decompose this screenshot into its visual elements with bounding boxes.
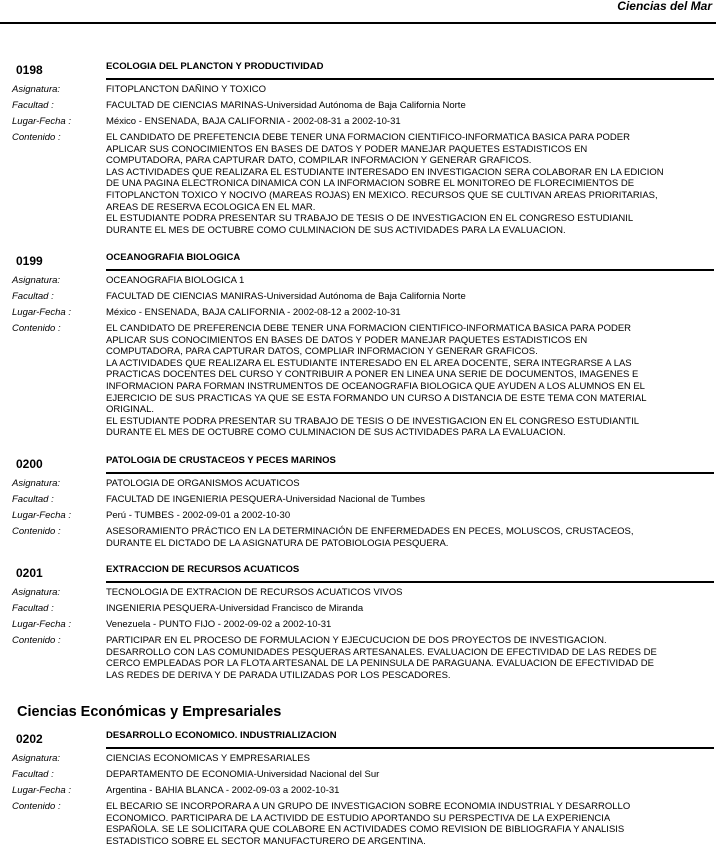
facultad-label: Facultad : [12,100,54,111]
entry-code: 0200 [16,457,43,471]
asignatura-value: OCEANOGRAFIA BIOLOGICA 1 [106,275,245,286]
entry-title: OCEANOGRAFIA BIOLOGICA [106,252,714,271]
asignatura-label: Asignatura: [12,275,61,286]
facultad-label: Facultad : [12,769,54,780]
contenido-label: Contenido : [12,635,61,646]
contenido-value: PARTICIPAR EN EL PROCESO DE FORMULACION Y EJECUCUCION DE DOS PROYECTOS DE INVESTIGACION. DESARROLLO CON LAS COMUNIDADES PESQUERAS ARTESANALES. EVALUACION DE EFECTIVIDAD DE LAS REDES DE CERCO EMPLEADAS POR LA FLOTA ARTESANAL DE LA PENINSULA DE PARAGUANA. EVALUACION DE EFECTIVIDAD DE LAS REDES DE DERIVA Y DE PARADA UTILIZADAS POR LOS PESCADORES. [106,635,657,681]
lugar-fecha-label: Lugar-Fecha : [12,510,71,521]
facultad-value: FACULTAD DE CIENCIAS MANIRAS-Universidad Autónoma de Baja California Norte [106,291,466,302]
contenido-value: ASESORAMIENTO PRÁCTICO EN LA DETERMINACIÓN DE ENFERMEDADES EN PECES, MOLUSCOS, CRUSTACEOS, DURANTE EL DICTADO DE LA ASIGNATURA DE PATOBIOLOGIA PESQUERA. [106,526,634,549]
facultad-value: FACULTAD DE INGENIERIA PESQUERA-Universidad Nacional de Tumbes [106,494,426,505]
entry-code: 0201 [16,566,43,580]
lugar-fecha-value: México - ENSENADA, BAJA CALIFORNIA - 2002-08-31 a 2002-10-31 [106,116,401,127]
asignatura-value: CIENCIAS ECONOMICAS Y EMPRESARIALES [106,753,310,764]
lugar-fecha-label: Lugar-Fecha : [12,785,71,796]
facultad-label: Facultad : [12,291,54,302]
entry-title: DESARROLLO ECONOMICO. INDUSTRIALIZACION [106,730,714,749]
contenido-label: Contenido : [12,526,61,537]
asignatura-label: Asignatura: [12,478,61,489]
facultad-value: INGENIERIA PESQUERA-Universidad Francisco de Miranda [106,603,364,614]
contenido-label: Contenido : [12,801,61,812]
entry-title: ECOLOGIA DEL PLANCTON Y PRODUCTIVIDAD [106,61,714,80]
facultad-value: DEPARTAMENTO DE ECONOMIA-Universidad Nacional del Sur [106,769,380,780]
entry-code: 0202 [16,732,43,746]
asignatura-label: Asignatura: [12,84,61,95]
asignatura-value: PATOLOGIA DE ORGANISMOS ACUATICOS [106,478,300,489]
lugar-fecha-label: Lugar-Fecha : [12,619,71,630]
lugar-fecha-value: Perú - TUMBES - 2002-09-01 a 2002-10-30 [106,510,291,521]
lugar-fecha-label: Lugar-Fecha : [12,116,71,127]
entry-code: 0199 [16,254,43,268]
entry-title: EXTRACCION DE RECURSOS ACUATICOS [106,564,714,583]
asignatura-label: Asignatura: [12,587,61,598]
lugar-fecha-label: Lugar-Fecha : [12,307,71,318]
lugar-fecha-value: Argentina - BAHIA BLANCA - 2002-09-03 a 2002-10-31 [106,785,340,796]
facultad-label: Facultad : [12,494,54,505]
contenido-label: Contenido : [12,132,61,143]
facultad-value: FACULTAD DE CIENCIAS MARINAS-Universidad Autónoma de Baja California Norte [106,100,466,111]
journal-title: Ciencias del Mar [617,0,712,13]
lugar-fecha-value: México - ENSENADA, BAJA CALIFORNIA - 2002-08-12 a 2002-10-31 [106,307,401,318]
asignatura-value: FITOPLANCTON DAÑINO Y TOXICO [106,84,266,95]
entry-code: 0198 [16,63,43,77]
running-header [0,0,716,24]
contenido-value: EL BECARIO SE INCORPORARA A UN GRUPO DE INVESTIGACION SOBRE ECONOMIA INDUSTRIAL Y DESARROLLO ECONOMICO. PARTICIPARA DE LA ACTIVIDD DE ESTUDIO APORTANDO SU PERSPECTIVA DE LA EXPERIENCIA ESPAÑOLA. SE LE SOLICITARA QUE COLABORE EN ACTIVIDADES COMO REVISION DE BIBLIOGRAFIA Y ANALISIS ESTADISTICO SOBRE EL SECTOR MANUFACTURERO DE ARGENTINA. [106,801,631,847]
entry-title: PATOLOGIA DE CRUSTACEOS Y PECES MARINOS [106,455,714,474]
lugar-fecha-value: Venezuela - PUNTO FIJO - 2002-09-02 a 2002-10-31 [106,619,332,630]
asignatura-value: TECNOLOGIA DE EXTRACION DE RECURSOS ACUATICOS VIVOS [106,587,403,598]
contenido-label: Contenido : [12,323,61,334]
facultad-label: Facultad : [12,603,54,614]
asignatura-label: Asignatura: [12,753,61,764]
section-heading: Ciencias Económicas y Empresariales [17,704,282,720]
contenido-value: EL CANDIDATO DE PREFERENCIA DEBE TENER UNA FORMACION CIENTIFICO-INFORMATICA BASICA PARA PODER APLICAR SUS CONOCIMIENTOS EN BASES DE DATOS Y PODER MANEJAR PAQUETES ESTADISTICOS EN COMPUTADORA, PARA CAPTURAR DATOS, COMPLIAR INFORMACION Y GENERAR GRAFICOS. LA ACTIVIDADES QUE REALIZARA EL ESTUDIANTE INTERESADO EN EL AREA DOCENTE, SERA INTEGRARSE A LAS PRACTICAS DOCENTES DEL CURSO Y CONTRIBUIR A PONER EN LINEA UNA SERIE DE DOCUMENTOS, IMAGENES E INFORMACION PARA FORMAN INSTRUMENTOS DE OCEANOGRAFIA BIOLOGICA QUE AYUDEN A LOS ALUMNOS EN EL EJERCICIO DE SUS PRACTICAS YA QUE SE ESTA FORMANDO UN CURSO A DISTANCIA DE ESTE TEMA CON MATERIAL ORIGINAL. EL ESTUDIANTE PODRA PRESENTAR SU TRABAJO DE TESIS O DE INVESTIGACION EN EL CONGRESO ESTUDIANTIL DURANTE EL MES DE OCTUBRE COMO CULMINACION DE SUS ACTIVIDADES PARA LA EVALUACION. [106,323,647,439]
contenido-value: EL CANDIDATO DE PREFETENCIA DEBE TENER UNA FORMACION CIENTIFICO-INFORMATICA BASICA PARA PODER APLICAR SUS CONOCIMIENTOS EN BASES DE DATOS Y PODER MANEJAR PAQUETES ESTADISTICOS EN COMPUTADORA, PARA CAPTURAR DATO, COMPILAR INFORMACION Y GENERAR GRAFICOS. LAS ACTIVIDADES QUE REALIZARA EL ESTUDIANTE INTERESADO EN INVESTIGACION SERA COLABORAR EN LA EDICION DE UNA PAGINA ELECTRONICA DINAMICA CON LA INFORMACION SOBRE EL MONITOREO DE FLORECIMIENTOS DE FITOPLANCTON TOXICO Y NOCIVO (MAREAS ROJAS) EN MEXICO. RECURSOS QUE SE CULTIVAN AREAS PRIORITARIAS, AREAS DE RESERVA ECOLOGICA EN EL MAR. EL ESTUDIANTE PODRA PRESENTAR SU TRABAJO DE TESIS O DE INVESTIGACION EN EL CONGRESO ESTUDIANIL DURANTE EL MES DE OCTUBRE COMO CULMINACION DE SUS ACTIVIDADES PARA LA EVALUACION. [106,132,664,236]
